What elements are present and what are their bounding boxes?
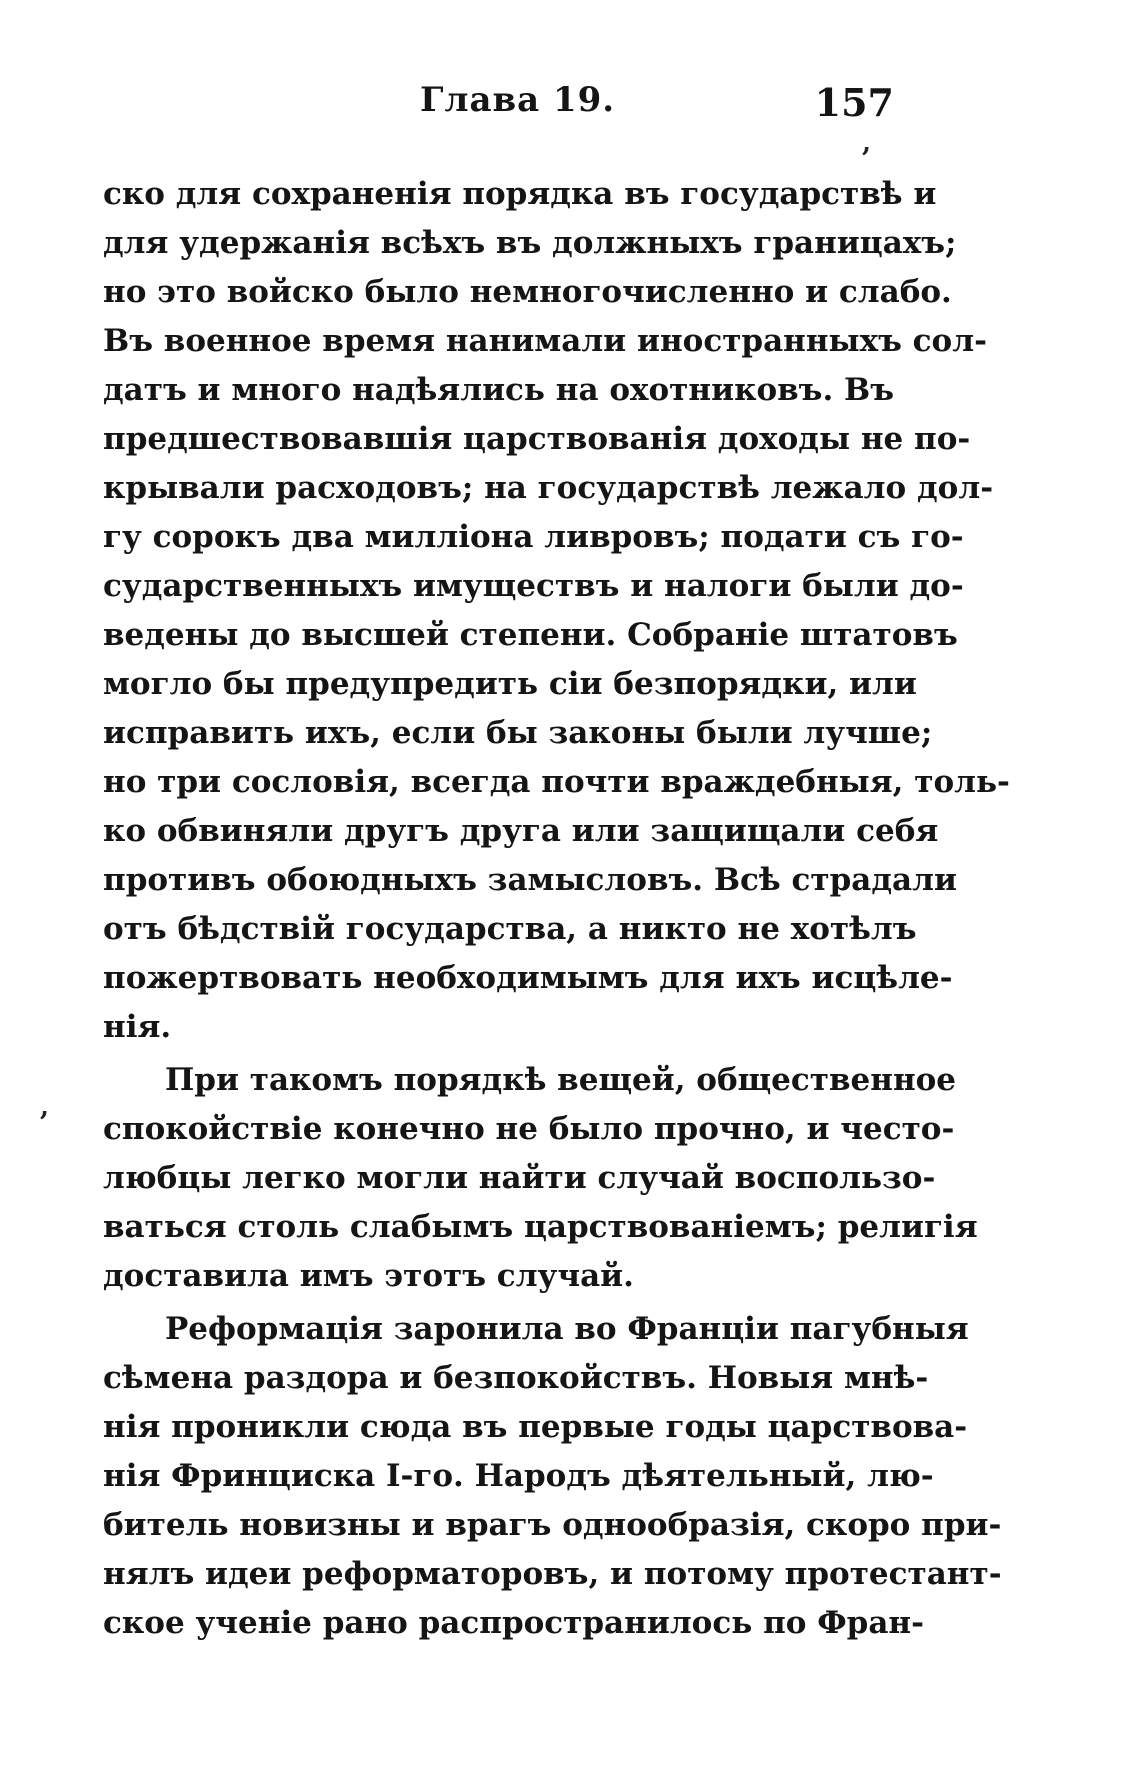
text-line: ваться столь слабымъ царствованіемъ; религія — [103, 1209, 978, 1245]
text-line: гу сорокъ два милліона ливровъ; подати съ го- — [103, 519, 964, 555]
text-line: Реформація заронила во Франціи пагубныя — [165, 1311, 969, 1347]
text-line: любцы легко могли найти случай воспользо- — [103, 1160, 936, 1196]
text-line: сѣмена раздора и безпокойствъ. Новыя мнѣ- — [103, 1360, 929, 1396]
text-line: предшествовавшія царствованія доходы не по- — [103, 421, 971, 457]
margin-tick-mark: , — [40, 1092, 50, 1122]
text-line: доставила имъ этотъ случай. — [103, 1258, 634, 1294]
text-line: нія Фринциска I-го. Народъ дѣятельный, лю- — [103, 1458, 934, 1494]
text-line: противъ обоюдныхъ замысловъ. Всѣ страдали — [103, 862, 957, 898]
margin-tick-mark: , — [862, 128, 872, 158]
text-line: но три сословія, всегда почти враждебныя, толь- — [103, 764, 1010, 800]
text-line: При такомъ порядкѣ вещей, общественное — [165, 1062, 957, 1098]
text-line: ское ученіе рано распространилось по Фран- — [103, 1605, 924, 1641]
text-line: но это войско было немногочисленно и слабо. — [103, 274, 952, 310]
text-line: сударственныхъ имуществъ и налоги были до- — [103, 568, 964, 604]
text-line: пожертвовать необходимымъ для ихъ исцѣле- — [103, 960, 953, 996]
text-line: могло бы предупредить сіи безпорядки, или — [103, 666, 917, 702]
text-line: Въ военное время нанимали иностранныхъ сол- — [103, 323, 987, 359]
paragraph — [103, 170, 1010, 1052]
text-line: спокойствіе конечно не было прочно, и често- — [103, 1111, 955, 1147]
body-text — [103, 170, 1010, 1648]
text-line: ско для сохраненія порядка въ государствѣ и — [103, 176, 937, 212]
paragraph — [103, 1056, 978, 1301]
text-line: для удержанія всѣхъ въ должныхъ границахъ; — [103, 225, 957, 261]
text-line: нія проникли сюда въ первые годы царствова- — [103, 1409, 968, 1445]
page-number: 157 — [814, 80, 894, 125]
text-line: нія. — [103, 1009, 172, 1045]
paragraph — [103, 1305, 1002, 1648]
text-line: ко обвиняли другъ друга или защищали себя — [103, 813, 939, 849]
text-line: крывали расходовъ; на государствѣ лежало дол- — [103, 470, 994, 506]
text-line: битель новизны и врагъ однообразія, скоро при- — [103, 1507, 1002, 1543]
running-head-chapter: Глава 19. — [420, 80, 616, 120]
text-line: ведены до высшей степени. Собраніе штатовъ — [103, 617, 958, 653]
text-line: исправить ихъ, если бы законы были лучше; — [103, 715, 933, 751]
text-line: нялъ идеи реформаторовъ, и потому протестант- — [103, 1556, 1002, 1592]
text-line: датъ и много надѣялись на охотниковъ. Въ — [103, 372, 895, 408]
text-line: отъ бѣдствій государства, а никто не хотѣлъ — [103, 911, 917, 947]
